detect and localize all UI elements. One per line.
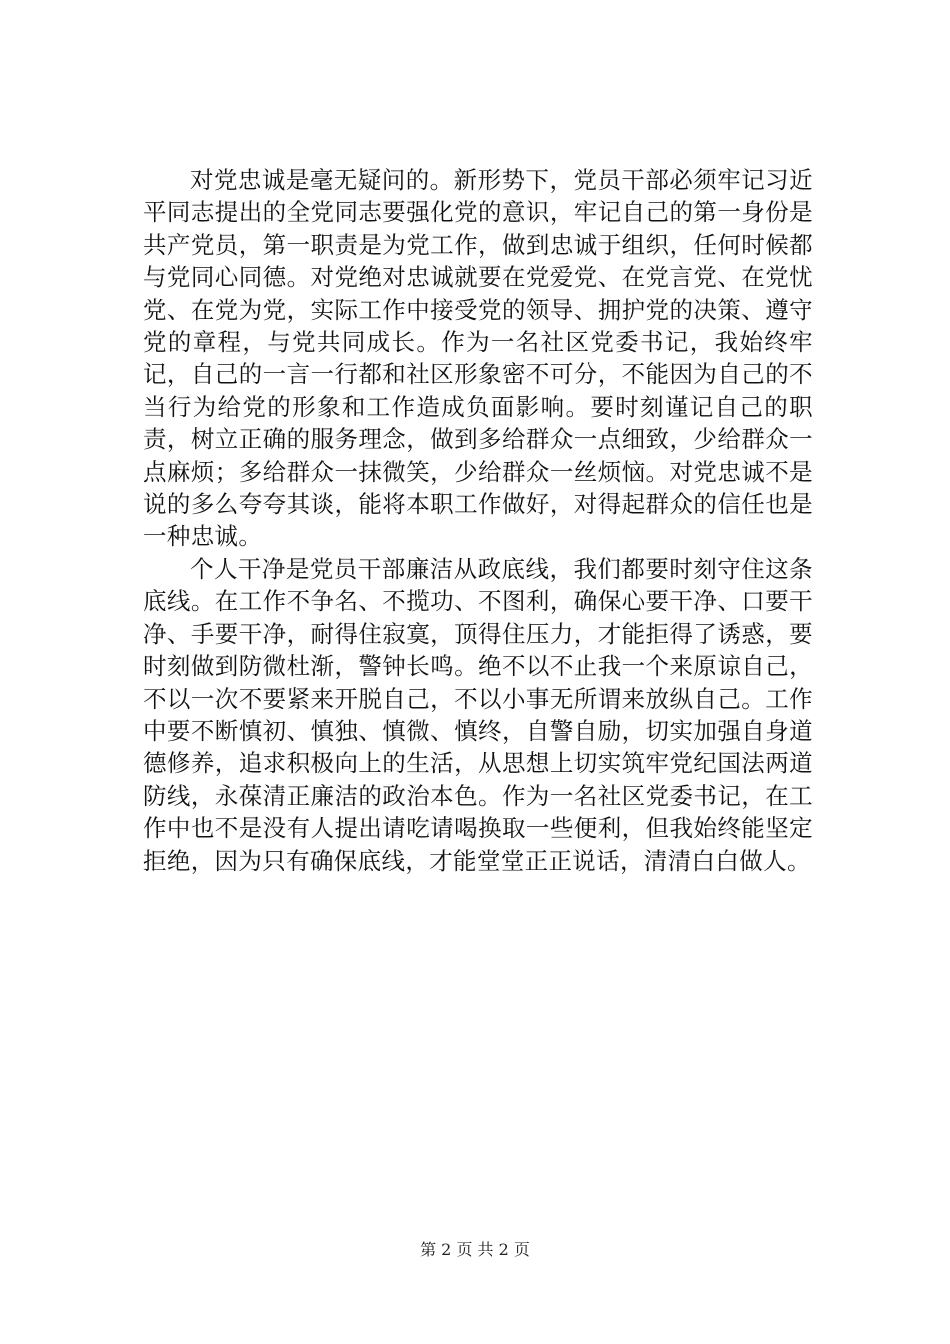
paragraph-integrity: 个人干净是党员干部廉洁从政底线，我们都要时刻守住这条底线。在工作不争名、不揽功、不图利，确保心要干净、口要干净、手要干净，耐得住寂寞，顶得住压力，才能拒得了诱惑，要时刻做到防微杜渐，警钟长鸣。绝不以不止我一个来原谅自己，不以一次不要紧来开脱自己，不以小事无所谓来放纵自己。工作中要不断慎初、慎独、慎微、慎终，自警自励，切实加强自身道德修养，追求积极向上的生活，从思想上切实筑牢党纪国法两道防线，永葆清正廉洁的政治本色。作为一名社区党委书记，在工作中也不是没有人提出请吃请喝换取一些便利，但我始终能坚定拒绝，因为只有确保底线，才能堂堂正正说话，清清白白做人。 — [143, 554, 813, 875]
document-body — [143, 164, 813, 877]
paragraph-loyalty: 对党忠诚是毫无疑问的。新形势下，党员干部必须牢记习近平同志提出的全党同志要强化党的意识，牢记自己的第一身份是共产党员，第一职责是为党工作，做到忠诚于组织，任何时候都与党同心同德。对党绝对忠诚就要在党爱党、在党言党、在党忧党、在党为党，实际工作中接受党的领导、拥护党的决策、遵守党的章程，与党共同成长。作为一名社区党委书记，我始终牢记，自己的一言一行都和社区形象密不可分，不能因为自己的不当行为给党的形象和工作造成负面影响。要时刻谨记自己的职责，树立正确的服务理念，做到多给群众一点细致，少给群众一点麻烦；多给群众一抹微笑，少给群众一丝烦恼。对党忠诚不是说的多么夸夸其谈，能将本职工作做好，对得起群众的信任也是一种忠诚。 — [143, 166, 813, 551]
page-footer: 第 2 页 共 2 页 — [420, 1240, 530, 1259]
